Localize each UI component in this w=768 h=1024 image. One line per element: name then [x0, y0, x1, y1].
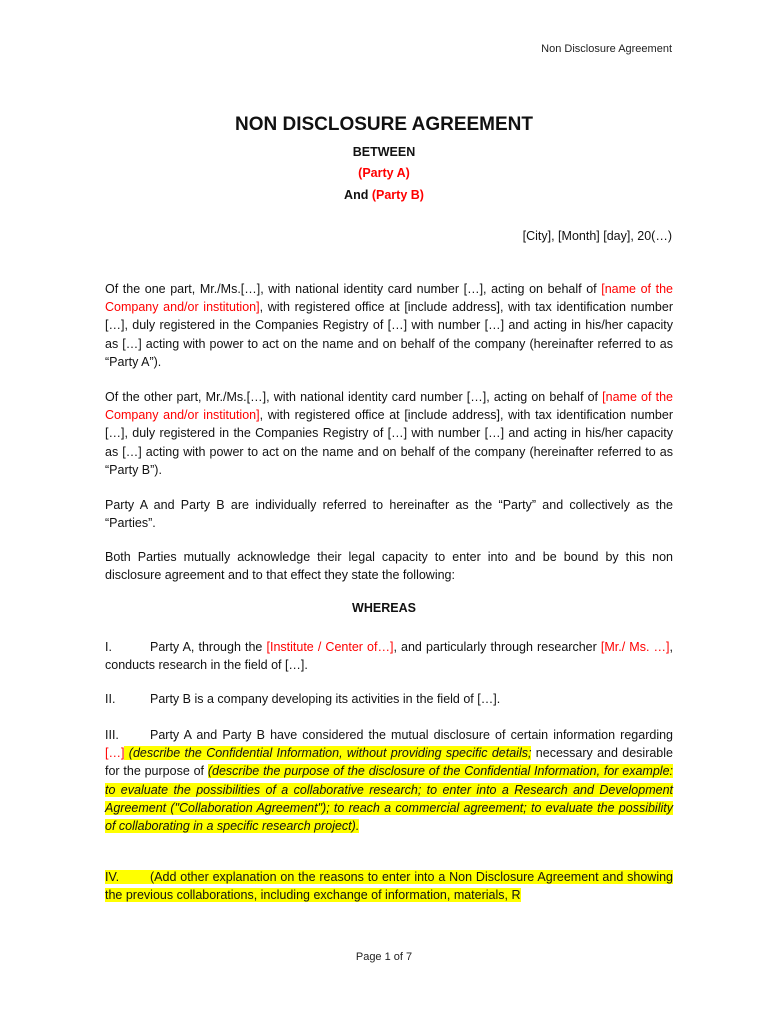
whereas-heading: WHEREAS	[352, 601, 416, 615]
para-text: , with registered office at [include address], with tax identification number […], duly registered in the Companies Registry of […] with number […] and acting in his/her capacity as […] acting with power to act on the name and on behalf of the company (hereinafter referred to as “Party B”).	[105, 408, 673, 477]
highlighted-instruction: (describe the purpose of the disclosure of the Confidential Information, for example: to evaluate the possibilities of a collaborative research; to enter into a Research and Development Agreement ("Collaboration Agreement"); to reach a commercial agreement; to evaluate the possibility of collaborating in a specific research project).	[105, 764, 674, 834]
whereas-item-3	[105, 726, 673, 835]
item-number: II.	[105, 692, 116, 706]
party-a-line	[0, 166, 768, 180]
paragraph-party-b	[105, 388, 673, 479]
running-header: Non Disclosure Agreement	[541, 43, 672, 55]
page-number-footer: Page 1 of 7	[355, 951, 413, 963]
para-text: , and particularly through researcher	[393, 640, 601, 654]
party-b-placeholder: (Party B)	[371, 188, 424, 202]
whereas-item-2	[105, 690, 673, 708]
document-title: NON DISCLOSURE AGREEMENT	[234, 114, 534, 135]
para-text: , conducts research in the field of […].	[105, 640, 673, 673]
researcher-placeholder: [Mr./ Ms. …]	[600, 640, 670, 654]
para-text: necessary and desirable for the purpose of	[105, 746, 673, 779]
whereas-item-4	[105, 868, 673, 904]
company-placeholder: [name of the Company and/or institution]	[105, 390, 673, 423]
party-a-placeholder: (Party A)	[358, 166, 410, 180]
para-text: Party B is a company developing its activities in the field of […].	[150, 692, 501, 706]
date-line: [City], [Month] [day], 20(…)	[522, 229, 672, 243]
item-number: I.	[105, 640, 112, 654]
para-text: Of the other part, Mr./Ms.[…], with national identity card number […], acting on behalf of	[105, 390, 603, 404]
highlighted-instruction: (describe the Confidential Information, without providing specific details;	[124, 746, 532, 761]
whereas-item-1	[105, 638, 673, 674]
paragraph-legal-capacity: Both Parties mutually acknowledge their legal capacity to enter into and be bound by this non disclosure agreement and to that effect they state the following:	[105, 550, 673, 583]
para-text: , with registered office at [include address], with tax identification number […], duly registered in the Companies Registry of […] with number […] and acting in his/her capacity as […] acting with power to act on the name and on behalf of the company (hereinafter referred to as “Party A”).	[105, 300, 673, 369]
highlighted-instruction: (Add other explanation on the reasons to enter into a Non Disclosure Agreement and showing the previous collaborations, including exchange of information, materials, R	[105, 870, 673, 903]
para-text: Party A, through the	[150, 640, 267, 654]
party-b-line	[0, 188, 768, 202]
company-placeholder: [name of the Company and/or institution]	[105, 282, 673, 315]
and-word: And	[344, 188, 369, 202]
paragraph-parties-definition: Party A and Party B are individually referred to hereinafter as the “Party” and collectively as the “Parties”.	[105, 498, 673, 531]
paragraph-party-a	[105, 280, 673, 371]
para-text: Of the one part, Mr./Ms.[…], with national identity card number […], acting on behalf of	[105, 282, 602, 296]
item-number: III.	[105, 728, 119, 742]
between-label: BETWEEN	[352, 145, 416, 159]
institute-placeholder: [Institute / Center of…]	[266, 640, 394, 654]
item-number: IV.	[105, 870, 120, 884]
info-placeholder: […]	[105, 746, 125, 761]
para-text: Party A and Party B have considered the mutual disclosure of certain information regarding	[150, 728, 673, 742]
